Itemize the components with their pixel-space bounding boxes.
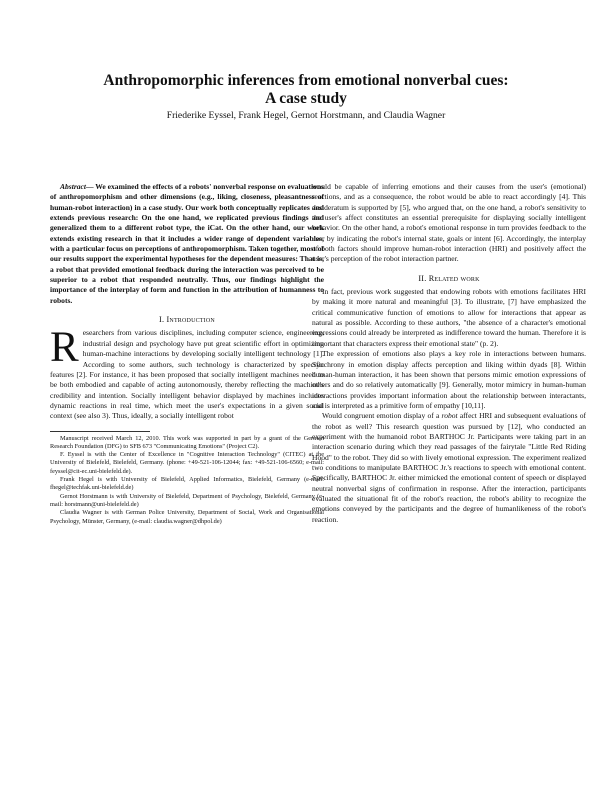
footnote-author-hegel: Frank Hegel is with University of Bielefeld, Applied Informatics, Bielefeld, Germany (e-mail: fhegel@techfak.uni-bielefeld.de) [50,476,324,492]
footnote-rule [50,431,150,432]
section-2-number: II. [418,273,427,283]
title-line-1: Anthropomorphic inferences from emotional nonverbal cues: [103,72,509,89]
section-heading-related-work [312,274,586,284]
footnote-author-wagner: Claudia Wagner is with German Police University, Department of Social, Work and Organisational Psychology, Münster, Germany, (e-mail: claudia.wagner@dhpol.de) [50,509,324,525]
title-line-2: A case study [265,90,347,107]
paper-title [40,72,572,108]
related-work-paragraph-2: The expression of emotions also plays a key role in interactions between humans. Synchrony in emotion display affects perception and liking within dyads [8]. Within human-human interaction, it has been shown that persons mimic emotion expressions of others and do so relatively automatically [9]. Generally, motor mimicry in human-human interactions provides important information about the relationship between interactants, and is interpreted as a primitive form of empathy [10,11]. [312,349,586,410]
para4-start: Would congruent emotion display of a [322,411,442,421]
footnote-author-horstmann: Gernot Horstmann is with University of Bielefeld, Department of Psychology, Bielefeld, Germany (e-mail: horstmann@uni-bielefeld.de) [50,492,324,508]
drop-cap: R [50,324,79,372]
right-column [312,182,586,525]
related-work-paragraph-1: In fact, previous work suggested that endowing robots with emotions facilitates HRI by making it more natural and meaningful [3]. To illustrate, [7] have emphasized the critical communicative function of emotions to allow for interactions that appear as natural as possible. According to these authors, "the absence of a character's emotional expressions could already be interpreted as indifference toward the human. Therefore it is important that characters express their emotional state" (p. 2). [312,287,586,348]
abstract [50,182,324,306]
intro-paragraph [50,324,324,421]
footnote-author-eyssel: F. Eyssel is with the Center of Excellence in "Cognitive Interaction Technology" (CITEC) at the University of Bielefeld, Bielefeld, Germany. (phone: +49-521-106-12044; fax: +49-521-106-6560; e-mail: feyssel@cit-ec.uni-bielefeld.de). [50,451,324,475]
left-column [50,182,324,526]
para4-emphasis: robot [441,411,458,421]
para4-rest: affect HRI and subsequent evaluations of the robot as well? This research question was pursued by [12], who conducted an experiment with the humanoid robot BARTHOC Jr. Participants were taking part in an interaction scenario during which they read passages of the fairytale "Little Red Riding Hood" to the robot. They did so with lively emotional expression. The experiment realized two conditions to manipulate BARTHOC Jr.'s reactions to speech with emotional content. Specifically, BARTHOC Jr. either mimicked the emotional content of speech or displayed neutral nonverbal signs of confirmation in response. After the interaction, participants evaluated the situational fit of the robot's reaction, the robot's ability to recognize the emotions conveyed by the participants and the degree of humanlikeness of the robot's reaction. [312,411,586,524]
author-list: Friederike Eyssel, Frank Hegel, Gernot Horstmann, and Claudia Wagner [166,110,446,121]
section-1-title: Introduction [166,315,215,325]
intro-text: esearchers from various disciplines, including computer science, engineering, industrial design and psychology have put great scientific effort in optimizing human-machine interactions by developing socially intelligent technology [1]. According to some authors, such technology is characterized by specific features [2]. For instance, it has been proposed that socially intelligent machines need to be both embodied and capable of acting autonomously, thereby reflecting the machine's credibility and intention. Socially intelligent behavior displayed by machines includes dynamic reactions in real time, which meet the user's expectations in a given social context (see also 3). Thus, ideally, a socially intelligent robot [50,328,324,421]
section-2-title: Related work [428,273,480,283]
section-1-number: I. [159,315,165,325]
intro-paragraph-continued: would be capable of inferring emotions and their causes from the user's (emotional) reactions, and as a consequence, the robot would be able to react accordingly [4]. This desideratum is supported by [5], who argued that, on the one hand, a robot's sensitivity to the user's affect constitutes an essential prerequisite for displaying socially intelligent behavior. On the other hand, a robot's emotional response in turn provides feedback to the user by indicating the robot's internal state, goals or intent [6]. Accordingly, the interplay of both factors should improve human-robot interaction (HRI) and positively affect the user's perception of the robot interaction partner. [312,182,586,264]
abstract-label: Abstract [60,182,86,191]
section-heading-introduction [50,315,324,325]
footnotes [50,435,324,526]
related-work-paragraph-3 [312,411,586,525]
footnote-manuscript: Manuscript received March 12, 2010. This work was supported in part by a grant of the German Research Foundation (DFG) to SFB 673 "Communicating Emotions" (Project C2). [50,434,324,450]
abstract-text: — We examined the effects of a robots' nonverbal response on evaluations of anthropomorphism and other dimensions (e.g., liking, closeness, pleasantness of human-robot interaction) in a case study. Our work both conceptually replicates and extends previous research: On the one hand, we replicated previous findings and generalized them to a different robot type, the iCat. On the other hand, our work extends existing research in that it includes a wider range of dependent variables, with a particular focus on perceptions of anthropomorphism. Taken together, most of our results support the experimental hypotheses for the dependent measures: That is, a robot that provided emotional feedback during the interaction was perceived to be superior to a robot that responded neutrally. Thus, our findings highlight the importance of the interplay of form and function in the attribution of humanness to robots. [50,182,324,305]
